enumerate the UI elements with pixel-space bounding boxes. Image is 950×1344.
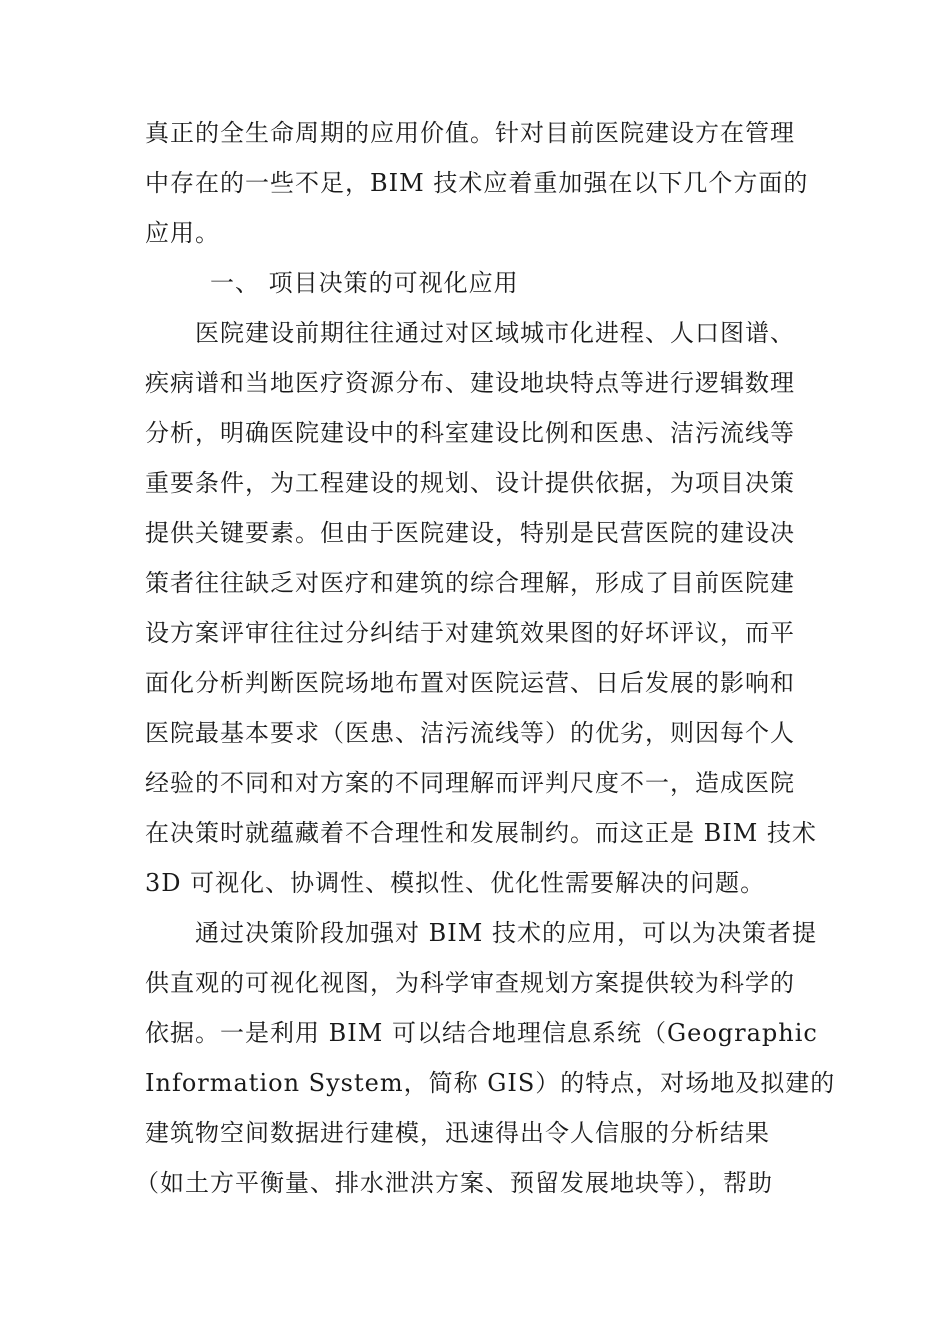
- paragraph-line: 通过决策阶段加强对 BIM 技术的应用，可以为决策者提: [195, 919, 817, 947]
- paragraph-line: 策者往往缺乏对医疗和建筑的综合理解，形成了目前医院建: [145, 569, 795, 597]
- paragraph-line: （如土方平衡量、排水泄洪方案、预留发展地块等），帮助: [135, 1169, 773, 1197]
- paragraph-line: 应用。: [145, 219, 220, 247]
- paragraph-line: 疾病谱和当地医疗资源分布、建设地块特点等进行逻辑数理: [145, 369, 795, 397]
- paragraph-line: 分析，明确医院建设中的科室建设比例和医患、洁污流线等: [145, 419, 795, 447]
- paragraph-line: 供直观的可视化视图，为科学审查规划方案提供较为科学的: [145, 969, 795, 997]
- paragraph-line: 真正的全生命周期的应用价值。针对目前医院建设方在管理: [145, 119, 795, 147]
- paragraph-line: 经验的不同和对方案的不同理解而评判尺度不一，造成医院: [145, 769, 795, 797]
- paragraph-line: 中存在的一些不足，BIM 技术应着重加强在以下几个方面的: [145, 169, 809, 197]
- section-heading: 一、 项目决策的可视化应用: [210, 269, 519, 297]
- paragraph-line: 在决策时就蕴藏着不合理性和发展制约。而这正是 BIM 技术: [145, 819, 817, 847]
- paragraph-line: 3D 可视化、协调性、模拟性、优化性需要解决的问题。: [145, 869, 766, 897]
- paragraph-line: Information System，简称 GIS）的特点，对场地及拟建的: [145, 1069, 836, 1097]
- paragraph-line: 建筑物空间数据进行建模，迅速得出令人信服的分析结果: [145, 1119, 770, 1147]
- paragraph-line: 设方案评审往往过分纠结于对建筑效果图的好坏评议，而平: [145, 619, 795, 647]
- paragraph-line: 面化分析判断医院场地布置对医院运营、日后发展的影响和: [145, 669, 795, 697]
- paragraph-line: 提供关键要素。但由于医院建设，特别是民营医院的建设决: [145, 519, 795, 547]
- paragraph-line: 重要条件，为工程建设的规划、设计提供依据，为项目决策: [145, 469, 795, 497]
- paragraph-line: 依据。一是利用 BIM 可以结合地理信息系统（Geographic: [145, 1019, 818, 1047]
- paragraph-line: 医院最基本要求（医患、洁污流线等）的优劣，则因每个人: [145, 719, 795, 747]
- paragraph-line: 医院建设前期往往通过对区域城市化进程、人口图谱、: [195, 319, 795, 347]
